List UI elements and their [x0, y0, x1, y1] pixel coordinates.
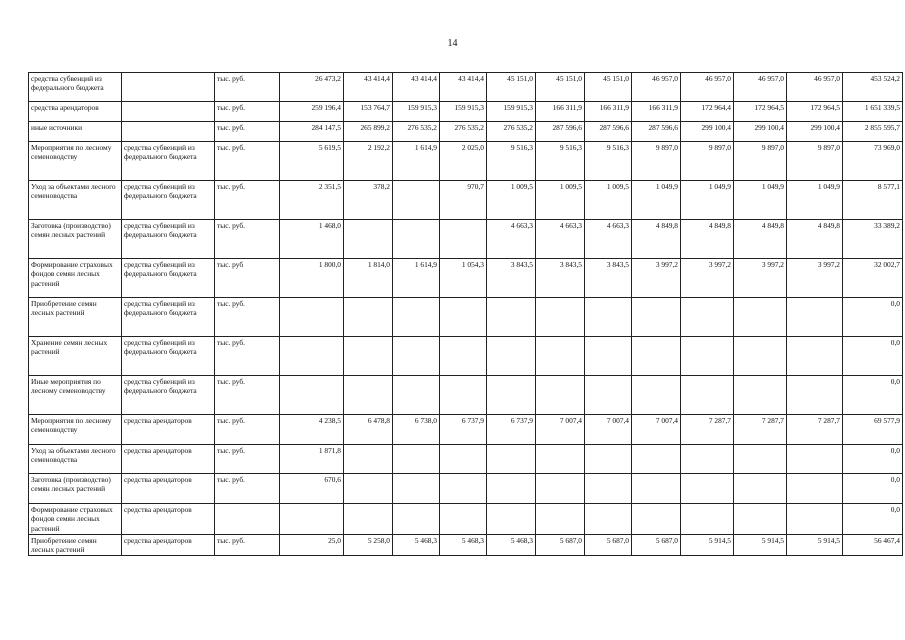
activity-cell: Мероприятия по лесному семеноводству: [29, 415, 122, 445]
value-cell: [632, 474, 681, 504]
funding-source-cell: средства субвенций из федерального бюджета: [122, 142, 215, 181]
activity-cell: Заготовка (производство) семян лесных растений: [29, 474, 122, 504]
total-cell: 0,0: [843, 504, 903, 535]
value-cell: 3 843,5: [536, 259, 585, 298]
activity-cell: Заготовка (производство) семян лесных растений: [29, 220, 122, 259]
unit-cell: тыс. руб.: [215, 181, 280, 220]
value-cell: 1 814,0: [344, 259, 393, 298]
value-cell: 25,0: [280, 534, 344, 556]
value-cell: 6 737,9: [487, 415, 536, 445]
total-cell: 56 467,4: [843, 534, 903, 556]
value-cell: 45 151,0: [536, 73, 585, 102]
activity-cell: Хранение семян лесных растений: [29, 337, 122, 376]
value-cell: 43 414,4: [440, 73, 487, 102]
value-cell: [393, 474, 440, 504]
value-cell: 265 899,2: [344, 122, 393, 142]
value-cell: 172 964,4: [681, 102, 734, 122]
total-cell: 33 389,2: [843, 220, 903, 259]
value-cell: [787, 504, 843, 535]
value-cell: 299 100,4: [787, 122, 843, 142]
funding-source-cell: средства субвенций из федерального бюджета: [122, 298, 215, 337]
value-cell: [734, 376, 787, 415]
unit-cell: тыс. руб.: [215, 534, 280, 556]
value-cell: 287 596,6: [632, 122, 681, 142]
value-cell: 3 997,2: [681, 259, 734, 298]
value-cell: 4 849,8: [787, 220, 843, 259]
value-cell: 9 897,0: [734, 142, 787, 181]
value-cell: 1 054,3: [440, 259, 487, 298]
value-cell: [632, 376, 681, 415]
total-cell: 32 002,7: [843, 259, 903, 298]
value-cell: [536, 474, 585, 504]
value-cell: [585, 445, 632, 474]
value-cell: 284 147,5: [280, 122, 344, 142]
table-row: [29, 474, 903, 504]
activity-cell: Уход за объектами лесного семеноводства: [29, 181, 122, 220]
total-cell: 0,0: [843, 376, 903, 415]
activity-cell: иные источники: [29, 122, 122, 142]
total-cell: 2 855 595,7: [843, 122, 903, 142]
table-row: [29, 504, 903, 535]
value-cell: 4 663,3: [487, 220, 536, 259]
value-cell: 9 516,3: [585, 142, 632, 181]
funding-source-cell: [122, 73, 215, 102]
total-cell: 69 577,9: [843, 415, 903, 445]
value-cell: [440, 376, 487, 415]
value-cell: 9 897,0: [787, 142, 843, 181]
value-cell: [536, 504, 585, 535]
value-cell: [585, 376, 632, 415]
unit-cell: тыс. руб.: [215, 220, 280, 259]
total-cell: 0,0: [843, 337, 903, 376]
value-cell: [344, 445, 393, 474]
unit-cell: тыс. руб.: [215, 102, 280, 122]
value-cell: [280, 504, 344, 535]
funding-source-cell: средства арендаторов: [122, 474, 215, 504]
total-cell: 73 969,0: [843, 142, 903, 181]
value-cell: 3 843,5: [585, 259, 632, 298]
value-cell: [440, 337, 487, 376]
value-cell: 166 311,9: [632, 102, 681, 122]
value-cell: [280, 298, 344, 337]
funding-source-cell: средства арендаторов: [122, 415, 215, 445]
value-cell: 7 007,4: [536, 415, 585, 445]
funding-source-cell: средства субвенций из федерального бюджета: [122, 220, 215, 259]
value-cell: 4 663,3: [536, 220, 585, 259]
value-cell: [536, 337, 585, 376]
value-cell: [536, 445, 585, 474]
activity-cell: Уход за объектами лесного семеноводства: [29, 445, 122, 474]
value-cell: [787, 445, 843, 474]
value-cell: 5 258,0: [344, 534, 393, 556]
value-cell: 1 049,9: [734, 181, 787, 220]
activity-cell: Формирование страховых фондов семян лесных растений: [29, 504, 122, 535]
value-cell: [734, 337, 787, 376]
value-cell: [393, 220, 440, 259]
value-cell: [344, 376, 393, 415]
value-cell: 299 100,4: [681, 122, 734, 142]
value-cell: 1 049,9: [632, 181, 681, 220]
unit-cell: тыс. руб.: [215, 376, 280, 415]
value-cell: 4 663,3: [585, 220, 632, 259]
funding-source-cell: средства арендаторов: [122, 445, 215, 474]
value-cell: [734, 445, 787, 474]
value-cell: 45 151,0: [487, 73, 536, 102]
value-cell: 9 516,3: [536, 142, 585, 181]
value-cell: [536, 298, 585, 337]
activity-cell: Формирование страховых фондов семян лесных растений: [29, 259, 122, 298]
funding-source-cell: средства арендаторов: [122, 534, 215, 556]
value-cell: 2 025,0: [440, 142, 487, 181]
value-cell: [344, 474, 393, 504]
value-cell: [344, 220, 393, 259]
unit-cell: тыс. руб.: [215, 337, 280, 376]
value-cell: [585, 474, 632, 504]
value-cell: 7 287,7: [734, 415, 787, 445]
value-cell: 1 009,5: [487, 181, 536, 220]
value-cell: [632, 337, 681, 376]
activity-cell: Приобретение семян лесных растений: [29, 298, 122, 337]
value-cell: 159 915,3: [393, 102, 440, 122]
value-cell: 5 468,3: [487, 534, 536, 556]
funding-source-cell: средства арендаторов: [122, 504, 215, 535]
value-cell: 43 414,4: [393, 73, 440, 102]
value-cell: 1 049,9: [787, 181, 843, 220]
funding-source-cell: средства субвенций из федерального бюджета: [122, 259, 215, 298]
value-cell: [632, 504, 681, 535]
value-cell: 6 738,0: [393, 415, 440, 445]
table-row: [29, 220, 903, 259]
activity-cell: Мероприятия по лесному семеноводству: [29, 142, 122, 181]
unit-cell: тыс. руб.: [215, 142, 280, 181]
value-cell: [344, 504, 393, 535]
unit-cell: [215, 504, 280, 535]
funding-source-cell: средства субвенций из федерального бюджета: [122, 337, 215, 376]
value-cell: 45 151,0: [585, 73, 632, 102]
value-cell: [632, 445, 681, 474]
value-cell: [487, 337, 536, 376]
table-row: [29, 534, 903, 556]
table-body: [29, 73, 903, 556]
value-cell: [487, 298, 536, 337]
value-cell: 1 049,9: [681, 181, 734, 220]
value-cell: 5 914,5: [681, 534, 734, 556]
table-row: [29, 102, 903, 122]
unit-cell: тыс. руб.: [215, 474, 280, 504]
value-cell: [487, 376, 536, 415]
value-cell: 6 478,8: [344, 415, 393, 445]
value-cell: 3 843,5: [487, 259, 536, 298]
value-cell: 7 007,4: [632, 415, 681, 445]
value-cell: [440, 504, 487, 535]
table-row: [29, 259, 903, 298]
value-cell: 4 849,8: [681, 220, 734, 259]
value-cell: [344, 337, 393, 376]
value-cell: [280, 376, 344, 415]
table-row: [29, 376, 903, 415]
total-cell: 8 577,1: [843, 181, 903, 220]
value-cell: 6 737,9: [440, 415, 487, 445]
value-cell: [681, 504, 734, 535]
value-cell: [393, 504, 440, 535]
value-cell: 46 957,0: [787, 73, 843, 102]
value-cell: 46 957,0: [734, 73, 787, 102]
value-cell: [681, 445, 734, 474]
unit-cell: тыс. руб.: [215, 298, 280, 337]
value-cell: [393, 337, 440, 376]
value-cell: 4 238,5: [280, 415, 344, 445]
table-row: [29, 415, 903, 445]
value-cell: 166 311,9: [585, 102, 632, 122]
value-cell: 4 849,8: [734, 220, 787, 259]
value-cell: [787, 337, 843, 376]
unit-cell: тыс. руб.: [215, 445, 280, 474]
table-row: [29, 142, 903, 181]
activity-cell: Приобретение семян лесных растений: [29, 534, 122, 556]
value-cell: [393, 445, 440, 474]
value-cell: 9 516,3: [487, 142, 536, 181]
value-cell: [393, 376, 440, 415]
activity-cell: средства арендаторов: [29, 102, 122, 122]
value-cell: [787, 376, 843, 415]
table-row: [29, 73, 903, 102]
value-cell: 5 687,0: [585, 534, 632, 556]
value-cell: 1 468,0: [280, 220, 344, 259]
value-cell: 276 535,2: [393, 122, 440, 142]
value-cell: [734, 474, 787, 504]
value-cell: 26 473,2: [280, 73, 344, 102]
funding-source-cell: средства субвенций из федерального бюджета: [122, 376, 215, 415]
value-cell: 970,7: [440, 181, 487, 220]
value-cell: [681, 337, 734, 376]
unit-cell: тыс. руб: [215, 259, 280, 298]
value-cell: 287 596,6: [585, 122, 632, 142]
value-cell: 259 196,4: [280, 102, 344, 122]
budget-table: [28, 72, 903, 556]
value-cell: [787, 298, 843, 337]
value-cell: 276 535,2: [440, 122, 487, 142]
value-cell: 5 619,5: [280, 142, 344, 181]
activity-cell: Иные мероприятия по лесному семеноводству: [29, 376, 122, 415]
value-cell: 1 871,8: [280, 445, 344, 474]
value-cell: 9 897,0: [681, 142, 734, 181]
value-cell: 7 287,7: [681, 415, 734, 445]
value-cell: 4 849,8: [632, 220, 681, 259]
value-cell: 5 468,3: [440, 534, 487, 556]
value-cell: 9 897,0: [632, 142, 681, 181]
total-cell: 0,0: [843, 474, 903, 504]
table-row: [29, 181, 903, 220]
value-cell: 378,2: [344, 181, 393, 220]
value-cell: 43 414,4: [344, 73, 393, 102]
funding-source-cell: средства субвенций из федерального бюджета: [122, 181, 215, 220]
value-cell: [681, 376, 734, 415]
value-cell: 159 915,3: [440, 102, 487, 122]
value-cell: 1 800,0: [280, 259, 344, 298]
value-cell: 5 687,0: [536, 534, 585, 556]
value-cell: 2 351,5: [280, 181, 344, 220]
total-cell: 0,0: [843, 298, 903, 337]
unit-cell: тыс. руб.: [215, 415, 280, 445]
value-cell: [393, 298, 440, 337]
table-row: [29, 445, 903, 474]
value-cell: 3 997,2: [632, 259, 681, 298]
value-cell: 7 287,7: [787, 415, 843, 445]
unit-cell: тыс. руб.: [215, 122, 280, 142]
value-cell: 159 915,3: [487, 102, 536, 122]
value-cell: [487, 504, 536, 535]
value-cell: 3 997,2: [734, 259, 787, 298]
value-cell: [734, 298, 787, 337]
value-cell: 287 596,6: [536, 122, 585, 142]
funding-source-cell: [122, 122, 215, 142]
value-cell: 166 311,9: [536, 102, 585, 122]
total-cell: 1 651 339,5: [843, 102, 903, 122]
value-cell: [681, 298, 734, 337]
value-cell: 46 957,0: [632, 73, 681, 102]
value-cell: 2 192,2: [344, 142, 393, 181]
value-cell: 1 009,5: [585, 181, 632, 220]
value-cell: [681, 474, 734, 504]
value-cell: 46 957,0: [681, 73, 734, 102]
unit-cell: тыс. руб.: [215, 73, 280, 102]
value-cell: [440, 220, 487, 259]
value-cell: [487, 445, 536, 474]
value-cell: [585, 504, 632, 535]
value-cell: [344, 298, 393, 337]
value-cell: 7 007,4: [585, 415, 632, 445]
value-cell: [280, 337, 344, 376]
table-row: [29, 337, 903, 376]
total-cell: 453 524,2: [843, 73, 903, 102]
value-cell: 5 687,0: [632, 534, 681, 556]
value-cell: 172 964,5: [734, 102, 787, 122]
value-cell: 1 614,9: [393, 142, 440, 181]
value-cell: [734, 504, 787, 535]
table-row: [29, 298, 903, 337]
value-cell: 1 614,9: [393, 259, 440, 298]
value-cell: [440, 474, 487, 504]
value-cell: [393, 181, 440, 220]
value-cell: [585, 298, 632, 337]
activity-cell: средства субвенций из федерального бюджета: [29, 73, 122, 102]
value-cell: 3 997,2: [787, 259, 843, 298]
funding-source-cell: [122, 102, 215, 122]
value-cell: 276 535,2: [487, 122, 536, 142]
value-cell: 1 009,5: [536, 181, 585, 220]
value-cell: [585, 337, 632, 376]
page-number: 14: [447, 38, 458, 49]
value-cell: 5 914,5: [787, 534, 843, 556]
value-cell: 5 914,5: [734, 534, 787, 556]
table-row: [29, 122, 903, 142]
value-cell: [787, 474, 843, 504]
value-cell: 299 100,4: [734, 122, 787, 142]
value-cell: 172 964,5: [787, 102, 843, 122]
value-cell: [632, 298, 681, 337]
value-cell: [487, 474, 536, 504]
value-cell: 153 764,7: [344, 102, 393, 122]
value-cell: [440, 445, 487, 474]
value-cell: 670,6: [280, 474, 344, 504]
total-cell: 0,0: [843, 445, 903, 474]
value-cell: 5 468,3: [393, 534, 440, 556]
value-cell: [440, 298, 487, 337]
value-cell: [536, 376, 585, 415]
